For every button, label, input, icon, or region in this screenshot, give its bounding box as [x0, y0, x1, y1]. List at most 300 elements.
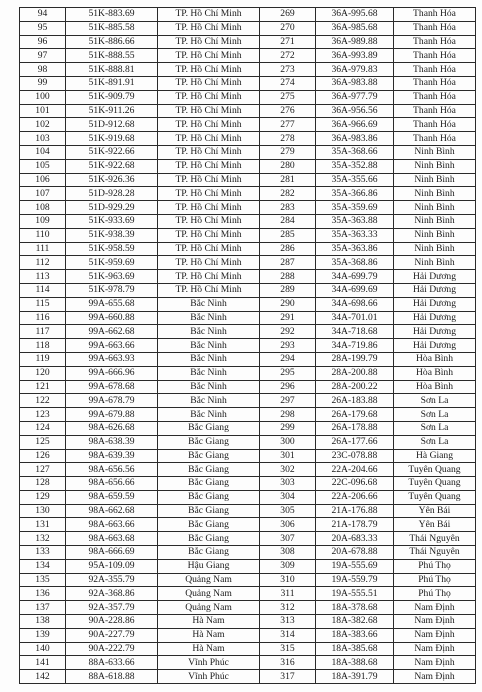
table-row [20, 421, 476, 435]
province-left-cell: Bắc Giang [158, 421, 260, 435]
stt-left-cell: 124 [20, 421, 66, 435]
stt-left-cell: 122 [20, 394, 66, 408]
stt-left-cell: 114 [20, 283, 66, 297]
table-row [20, 656, 476, 670]
province-left-cell: TP. Hồ Chí Minh [158, 49, 260, 63]
plate-right-cell: 18A-388.68 [316, 656, 394, 670]
plate-left-cell: 99A-660.88 [66, 311, 158, 325]
table-row [20, 90, 476, 104]
stt-left-cell: 103 [20, 132, 66, 146]
plate-right-cell: 36A-995.68 [316, 8, 394, 22]
province-right-cell: Hải Dương [394, 297, 476, 311]
province-left-cell: TP. Hồ Chí Minh [158, 35, 260, 49]
plate-right-cell: 36A-979.83 [316, 63, 394, 77]
table-row [20, 104, 476, 118]
province-left-cell: TP. Hồ Chí Minh [158, 242, 260, 256]
stt-left-cell: 131 [20, 518, 66, 532]
stt-right-cell: 291 [260, 311, 316, 325]
table-row [20, 408, 476, 422]
table-row [20, 63, 476, 77]
plate-right-cell: 34A-699.69 [316, 283, 394, 297]
table-row [20, 76, 476, 90]
stt-right-cell: 307 [260, 532, 316, 546]
plate-left-cell: 51K-958.59 [66, 242, 158, 256]
plate-right-cell: 20A-678.88 [316, 546, 394, 560]
stt-left-cell: 101 [20, 104, 66, 118]
table-row [20, 228, 476, 242]
stt-left-cell: 106 [20, 173, 66, 187]
plate-right-cell: 36A-977.79 [316, 90, 394, 104]
stt-right-cell: 301 [260, 449, 316, 463]
stt-left-cell: 112 [20, 256, 66, 270]
province-right-cell: Sơn La [394, 408, 476, 422]
plate-right-cell: 21A-176.88 [316, 504, 394, 518]
province-left-cell: TP. Hồ Chí Minh [158, 118, 260, 132]
province-right-cell: Tuyên Quang [394, 463, 476, 477]
province-right-cell: Phú Thọ [394, 587, 476, 601]
province-left-cell: TP. Hồ Chí Minh [158, 187, 260, 201]
province-left-cell: TP. Hồ Chí Minh [158, 228, 260, 242]
plate-right-cell: 22A-204.66 [316, 463, 394, 477]
province-right-cell: Phú Thọ [394, 559, 476, 573]
plate-left-cell: 99A-662.68 [66, 325, 158, 339]
province-right-cell: Thanh Hóa [394, 35, 476, 49]
table-row [20, 132, 476, 146]
plate-right-cell: 35A-352.88 [316, 159, 394, 173]
stt-left-cell: 135 [20, 573, 66, 587]
plate-left-cell: 98A-656.66 [66, 477, 158, 491]
stt-right-cell: 311 [260, 587, 316, 601]
table-row [20, 49, 476, 63]
plate-left-cell: 99A-678.79 [66, 394, 158, 408]
stt-right-cell: 316 [260, 656, 316, 670]
table-row [20, 283, 476, 297]
stt-left-cell: 139 [20, 628, 66, 642]
plate-left-cell: 51K-922.68 [66, 159, 158, 173]
stt-left-cell: 125 [20, 435, 66, 449]
table-row [20, 490, 476, 504]
stt-right-cell: 273 [260, 63, 316, 77]
stt-right-cell: 309 [260, 559, 316, 573]
stt-left-cell: 117 [20, 325, 66, 339]
plate-right-cell: 19A-555.51 [316, 587, 394, 601]
license-plate-table [19, 7, 476, 684]
table-row [20, 518, 476, 532]
province-right-cell: Sơn La [394, 435, 476, 449]
stt-left-cell: 133 [20, 546, 66, 560]
stt-left-cell: 121 [20, 380, 66, 394]
province-left-cell: Bắc Ninh [158, 311, 260, 325]
stt-left-cell: 99 [20, 76, 66, 90]
stt-left-cell: 98 [20, 63, 66, 77]
plate-right-cell: 20A-683.33 [316, 532, 394, 546]
table-row [20, 601, 476, 615]
plate-right-cell: 26A-178.88 [316, 421, 394, 435]
province-right-cell: Ninh Bình [394, 201, 476, 215]
stt-right-cell: 272 [260, 49, 316, 63]
province-left-cell: Bắc Ninh [158, 339, 260, 353]
plate-right-cell: 36A-989.88 [316, 35, 394, 49]
stt-left-cell: 97 [20, 49, 66, 63]
province-right-cell: Ninh Bình [394, 256, 476, 270]
plate-left-cell: 51K-963.69 [66, 270, 158, 284]
stt-right-cell: 297 [260, 394, 316, 408]
stt-right-cell: 292 [260, 325, 316, 339]
plate-left-cell: 51K-886.66 [66, 35, 158, 49]
plate-left-cell: 51D-912.68 [66, 118, 158, 132]
stt-right-cell: 277 [260, 118, 316, 132]
plate-right-cell: 34A-718.68 [316, 325, 394, 339]
plate-right-cell: 35A-368.66 [316, 145, 394, 159]
stt-left-cell: 105 [20, 159, 66, 173]
province-right-cell: Thanh Hóa [394, 76, 476, 90]
province-left-cell: TP. Hồ Chí Minh [158, 132, 260, 146]
province-left-cell: Bắc Ninh [158, 380, 260, 394]
province-right-cell: Tuyên Quang [394, 477, 476, 491]
plate-right-cell: 18A-383.66 [316, 628, 394, 642]
plate-right-cell: 19A-555.69 [316, 559, 394, 573]
plate-left-cell: 99A-663.66 [66, 339, 158, 353]
stt-right-cell: 276 [260, 104, 316, 118]
plate-left-cell: 51K-883.69 [66, 8, 158, 22]
plate-left-cell: 51K-938.39 [66, 228, 158, 242]
province-right-cell: Phú Thọ [394, 573, 476, 587]
plate-right-cell: 22C-096.68 [316, 477, 394, 491]
province-right-cell: Sơn La [394, 421, 476, 435]
stt-left-cell: 132 [20, 532, 66, 546]
table-row [20, 463, 476, 477]
plate-right-cell: 36A-956.56 [316, 104, 394, 118]
province-left-cell: Bắc Giang [158, 490, 260, 504]
province-left-cell: Hà Nam [158, 628, 260, 642]
table-row [20, 214, 476, 228]
stt-right-cell: 288 [260, 270, 316, 284]
plate-left-cell: 98A-656.56 [66, 463, 158, 477]
province-right-cell: Tuyên Quang [394, 490, 476, 504]
plate-right-cell: 35A-359.69 [316, 201, 394, 215]
plate-left-cell: 98A-662.68 [66, 504, 158, 518]
table-row [20, 325, 476, 339]
table-row [20, 159, 476, 173]
plate-left-cell: 98A-663.66 [66, 518, 158, 532]
plate-right-cell: 23C-078.88 [316, 449, 394, 463]
stt-right-cell: 289 [260, 283, 316, 297]
plate-left-cell: 51K-885.58 [66, 21, 158, 35]
plate-left-cell: 98A-638.39 [66, 435, 158, 449]
province-right-cell: Hải Dương [394, 311, 476, 325]
stt-left-cell: 109 [20, 214, 66, 228]
stt-right-cell: 278 [260, 132, 316, 146]
stt-right-cell: 284 [260, 214, 316, 228]
province-left-cell: TP. Hồ Chí Minh [158, 256, 260, 270]
table-row [20, 573, 476, 587]
plate-left-cell: 92A-355.79 [66, 573, 158, 587]
plate-left-cell: 90A-222.79 [66, 642, 158, 656]
province-right-cell: Ninh Bình [394, 242, 476, 256]
plate-right-cell: 18A-385.68 [316, 642, 394, 656]
plate-left-cell: 99A-678.68 [66, 380, 158, 394]
plate-right-cell: 34A-698.66 [316, 297, 394, 311]
stt-right-cell: 283 [260, 201, 316, 215]
stt-right-cell: 300 [260, 435, 316, 449]
table-row [20, 242, 476, 256]
province-left-cell: Bắc Giang [158, 449, 260, 463]
plate-left-cell: 99A-679.88 [66, 408, 158, 422]
plate-left-cell: 99A-655.68 [66, 297, 158, 311]
province-left-cell: Bắc Giang [158, 504, 260, 518]
province-right-cell: Hải Dương [394, 339, 476, 353]
province-right-cell: Ninh Bình [394, 214, 476, 228]
province-right-cell: Thanh Hóa [394, 104, 476, 118]
table-row [20, 311, 476, 325]
plate-right-cell: 34A-719.86 [316, 339, 394, 353]
plate-left-cell: 98A-666.69 [66, 546, 158, 560]
plate-left-cell: 51K-909.79 [66, 90, 158, 104]
stt-left-cell: 123 [20, 408, 66, 422]
stt-left-cell: 127 [20, 463, 66, 477]
plate-left-cell: 98A-663.68 [66, 532, 158, 546]
table-row [20, 35, 476, 49]
stt-left-cell: 113 [20, 270, 66, 284]
plate-left-cell: 88A-618.88 [66, 670, 158, 684]
province-right-cell: Ninh Bình [394, 145, 476, 159]
province-left-cell: Bắc Ninh [158, 352, 260, 366]
stt-left-cell: 110 [20, 228, 66, 242]
province-right-cell: Thái Nguyên [394, 532, 476, 546]
stt-right-cell: 286 [260, 242, 316, 256]
table-row [20, 366, 476, 380]
table-row [20, 201, 476, 215]
plate-left-cell: 51K-959.69 [66, 256, 158, 270]
stt-left-cell: 138 [20, 615, 66, 629]
stt-right-cell: 281 [260, 173, 316, 187]
stt-left-cell: 104 [20, 145, 66, 159]
province-left-cell: TP. Hồ Chí Minh [158, 21, 260, 35]
plate-left-cell: 51K-888.55 [66, 49, 158, 63]
province-right-cell: Sơn La [394, 394, 476, 408]
plate-left-cell: 51D-928.28 [66, 187, 158, 201]
stt-right-cell: 274 [260, 76, 316, 90]
table-row [20, 546, 476, 560]
province-right-cell: Hòa Bình [394, 366, 476, 380]
plate-right-cell: 21A-178.79 [316, 518, 394, 532]
table-row [20, 270, 476, 284]
stt-right-cell: 293 [260, 339, 316, 353]
province-right-cell: Thanh Hóa [394, 49, 476, 63]
plate-left-cell: 51K-888.81 [66, 63, 158, 77]
table-row [20, 628, 476, 642]
stt-left-cell: 140 [20, 642, 66, 656]
plate-left-cell: 95A-109.09 [66, 559, 158, 573]
table-row [20, 449, 476, 463]
stt-left-cell: 102 [20, 118, 66, 132]
plate-right-cell: 35A-355.66 [316, 173, 394, 187]
table-row [20, 297, 476, 311]
plate-right-cell: 34A-699.79 [316, 270, 394, 284]
province-right-cell: Nam Định [394, 670, 476, 684]
stt-right-cell: 270 [260, 21, 316, 35]
stt-right-cell: 269 [260, 8, 316, 22]
stt-right-cell: 315 [260, 642, 316, 656]
table-row [20, 477, 476, 491]
province-right-cell: Ninh Bình [394, 228, 476, 242]
province-left-cell: Bắc Ninh [158, 366, 260, 380]
table-row [20, 352, 476, 366]
plate-left-cell: 51K-978.79 [66, 283, 158, 297]
stt-left-cell: 134 [20, 559, 66, 573]
plate-right-cell: 35A-363.33 [316, 228, 394, 242]
stt-left-cell: 116 [20, 311, 66, 325]
province-right-cell: Nam Định [394, 628, 476, 642]
province-right-cell: Hòa Bình [394, 352, 476, 366]
table-row [20, 670, 476, 684]
province-left-cell: TP. Hồ Chí Minh [158, 201, 260, 215]
stt-left-cell: 115 [20, 297, 66, 311]
plate-left-cell: 51K-933.69 [66, 214, 158, 228]
plate-right-cell: 18A-382.68 [316, 615, 394, 629]
table-row [20, 615, 476, 629]
province-right-cell: Hà Giang [394, 449, 476, 463]
stt-left-cell: 120 [20, 366, 66, 380]
province-right-cell: Thanh Hóa [394, 90, 476, 104]
plate-right-cell: 35A-366.86 [316, 187, 394, 201]
stt-left-cell: 137 [20, 601, 66, 615]
table-row [20, 435, 476, 449]
province-right-cell: Hòa Bình [394, 380, 476, 394]
table-row [20, 532, 476, 546]
province-left-cell: TP. Hồ Chí Minh [158, 145, 260, 159]
stt-right-cell: 310 [260, 573, 316, 587]
table-row [20, 642, 476, 656]
stt-right-cell: 285 [260, 228, 316, 242]
stt-left-cell: 108 [20, 201, 66, 215]
stt-right-cell: 295 [260, 366, 316, 380]
plate-left-cell: 51K-926.36 [66, 173, 158, 187]
province-left-cell: Bắc Giang [158, 546, 260, 560]
stt-left-cell: 100 [20, 90, 66, 104]
table-row [20, 587, 476, 601]
province-right-cell: Hải Dương [394, 283, 476, 297]
stt-right-cell: 298 [260, 408, 316, 422]
stt-right-cell: 312 [260, 601, 316, 615]
plate-left-cell: 99A-666.96 [66, 366, 158, 380]
province-left-cell: Bắc Giang [158, 463, 260, 477]
plate-right-cell: 35A-368.86 [316, 256, 394, 270]
province-right-cell: Yên Bái [394, 504, 476, 518]
table-row [20, 173, 476, 187]
table-row [20, 8, 476, 22]
plate-left-cell: 98A-639.39 [66, 449, 158, 463]
province-right-cell: Ninh Bình [394, 159, 476, 173]
province-left-cell: Bắc Ninh [158, 325, 260, 339]
province-left-cell: TP. Hồ Chí Minh [158, 173, 260, 187]
stt-left-cell: 136 [20, 587, 66, 601]
province-left-cell: TP. Hồ Chí Minh [158, 63, 260, 77]
plate-right-cell: 36A-993.89 [316, 49, 394, 63]
province-left-cell: TP. Hồ Chí Minh [158, 283, 260, 297]
plate-left-cell: 90A-227.79 [66, 628, 158, 642]
province-left-cell: TP. Hồ Chí Minh [158, 8, 260, 22]
stt-left-cell: 107 [20, 187, 66, 201]
province-left-cell: Hậu Giang [158, 559, 260, 573]
table-row [20, 21, 476, 35]
plate-left-cell: 51K-911.26 [66, 104, 158, 118]
table-row [20, 339, 476, 353]
plate-right-cell: 36A-983.88 [316, 76, 394, 90]
table-row [20, 256, 476, 270]
province-left-cell: Bắc Ninh [158, 408, 260, 422]
stt-right-cell: 314 [260, 628, 316, 642]
stt-left-cell: 142 [20, 670, 66, 684]
province-right-cell: Nam Định [394, 615, 476, 629]
stt-right-cell: 299 [260, 421, 316, 435]
plate-right-cell: 34A-701.01 [316, 311, 394, 325]
plate-right-cell: 36A-966.69 [316, 118, 394, 132]
plate-left-cell: 99A-663.93 [66, 352, 158, 366]
province-right-cell: Nam Định [394, 656, 476, 670]
stt-left-cell: 130 [20, 504, 66, 518]
plate-left-cell: 51D-929.29 [66, 201, 158, 215]
province-left-cell: Bắc Ninh [158, 297, 260, 311]
plate-right-cell: 35A-363.88 [316, 214, 394, 228]
stt-right-cell: 304 [260, 490, 316, 504]
stt-left-cell: 126 [20, 449, 66, 463]
stt-left-cell: 111 [20, 242, 66, 256]
stt-left-cell: 118 [20, 339, 66, 353]
plate-right-cell: 18A-391.79 [316, 670, 394, 684]
province-right-cell: Nam Định [394, 601, 476, 615]
plate-right-cell: 35A-363.86 [316, 242, 394, 256]
stt-right-cell: 305 [260, 504, 316, 518]
table-body [20, 8, 476, 684]
province-left-cell: Bắc Giang [158, 435, 260, 449]
stt-right-cell: 282 [260, 187, 316, 201]
province-left-cell: TP. Hồ Chí Minh [158, 214, 260, 228]
plate-left-cell: 98A-626.68 [66, 421, 158, 435]
stt-right-cell: 313 [260, 615, 316, 629]
province-right-cell: Yên Bái [394, 518, 476, 532]
province-right-cell: Thanh Hóa [394, 8, 476, 22]
province-right-cell: Thanh Hóa [394, 132, 476, 146]
province-left-cell: TP. Hồ Chí Minh [158, 76, 260, 90]
table-row [20, 559, 476, 573]
plate-right-cell: 26A-179.68 [316, 408, 394, 422]
plate-right-cell: 18A-378.68 [316, 601, 394, 615]
stt-right-cell: 317 [260, 670, 316, 684]
plate-left-cell: 92A-368.86 [66, 587, 158, 601]
stt-left-cell: 128 [20, 477, 66, 491]
province-right-cell: Thái Nguyên [394, 546, 476, 560]
plate-right-cell: 28A-200.22 [316, 380, 394, 394]
province-left-cell: Bắc Giang [158, 532, 260, 546]
stt-right-cell: 271 [260, 35, 316, 49]
province-left-cell: Quảng Nam [158, 587, 260, 601]
stt-left-cell: 119 [20, 352, 66, 366]
plate-right-cell: 22A-206.66 [316, 490, 394, 504]
stt-right-cell: 279 [260, 145, 316, 159]
province-right-cell: Ninh Bình [394, 187, 476, 201]
province-left-cell: Bắc Giang [158, 518, 260, 532]
plate-right-cell: 28A-200.88 [316, 366, 394, 380]
table-row [20, 504, 476, 518]
stt-left-cell: 95 [20, 21, 66, 35]
stt-right-cell: 306 [260, 518, 316, 532]
plate-left-cell: 51K-922.66 [66, 145, 158, 159]
province-right-cell: Hải Dương [394, 270, 476, 284]
stt-right-cell: 280 [260, 159, 316, 173]
plate-left-cell: 51K-891.91 [66, 76, 158, 90]
stt-right-cell: 302 [260, 463, 316, 477]
